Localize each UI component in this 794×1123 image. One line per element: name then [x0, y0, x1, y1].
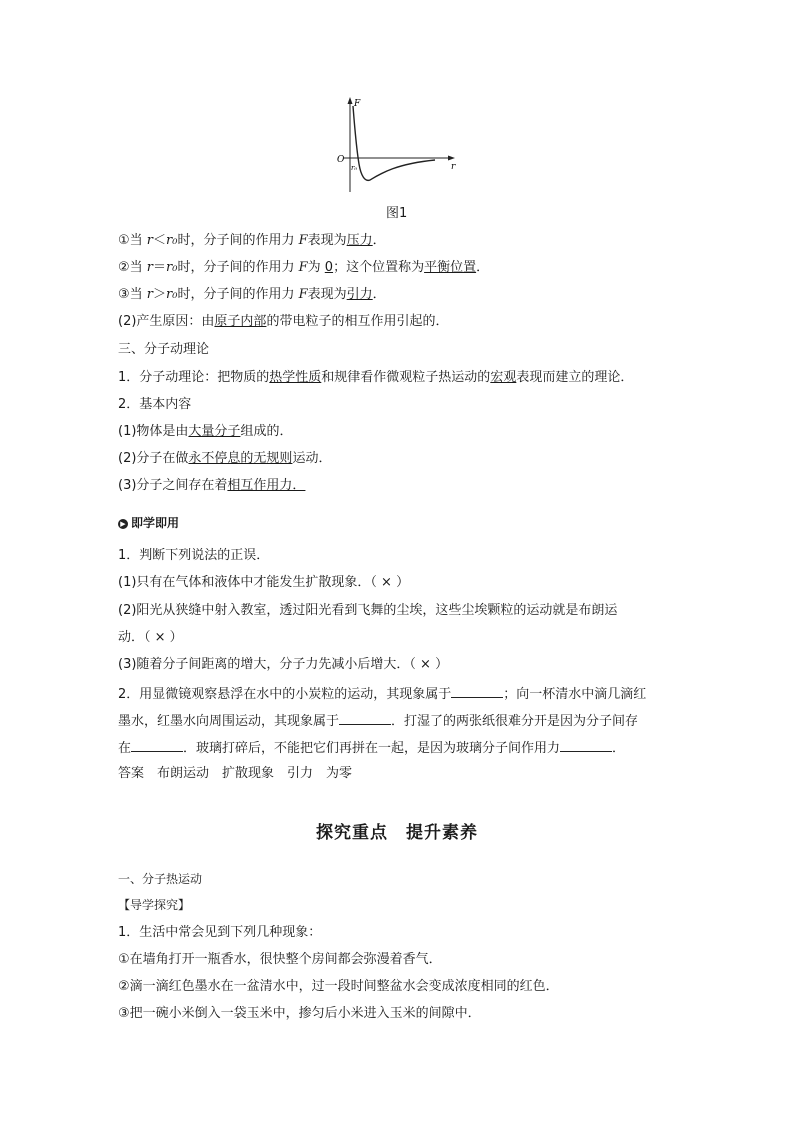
explore-h1: 一、分子热运动 — [118, 872, 203, 886]
fill-blank — [560, 738, 612, 752]
explore-p1: 1．生活中常会见到下列几种现象： — [118, 925, 322, 940]
list-item-4: (2)产生原因：由原子内部的带电粒子的相互作用引起的． — [118, 314, 449, 329]
practice-q2c: 在 ．玻璃打碎后，不能把它们再拼在一起，是因为玻璃分子间作用力 ． — [118, 738, 625, 758]
practice-q1c: (3)随着分子间距离的增大，分子力先减小后增大．（ × ） — [118, 657, 449, 672]
fill-blank — [451, 684, 503, 698]
fill-blank — [339, 711, 391, 725]
practice-q1: 1．判断下列说法的正误． — [118, 548, 270, 563]
practice-heading: ▶ 即学即用 — [118, 514, 179, 532]
practice-q1a: (1)只有在气体和液体中才能发生扩散现象．（ × ） — [118, 575, 410, 590]
axis-label-r: r — [451, 162, 456, 172]
list-item-2: ②当 r＝r₀时，分子间的作用力 F为 0；这个位置称为平衡位置． — [118, 260, 490, 275]
fill-blank — [131, 738, 183, 752]
section3-p5: (3)分子之间存在着相互作用力． — [118, 478, 306, 493]
section-title: 探究重点 提升素养 — [316, 823, 478, 843]
practice-q2a: 2．用显微镜观察悬浮在水中的小炭粒的运动，其现象属于 ；向一杯清水中滴几滴红 — [118, 684, 646, 704]
list-item-1: ①当 r＜r₀时，分子间的作用力 F表现为压力． — [118, 233, 386, 248]
x-axis-arrow — [448, 156, 455, 161]
practice-q2b: 墨水，红墨水向周围运动，其现象属于 ．打湿了的两张纸很难分开是因为分子间存 — [118, 711, 638, 731]
answer-underline: 压力 — [346, 233, 373, 248]
figure-caption: 图1 — [386, 206, 408, 221]
list-item-3: ③当 r＞r₀时，分子间的作用力 F表现为引力． — [118, 287, 386, 302]
explore-p2: ①在墙角打开一瓶香水，很快整个房间都会弥漫着香气． — [118, 952, 442, 967]
force-distance-figure — [330, 92, 465, 202]
section3-p3: (1)物体是由大量分子组成的． — [118, 424, 293, 439]
explore-p4: ③把一碗小米倒入一袋玉米中，掺匀后小米进入玉米的间隙中． — [118, 1006, 481, 1021]
explore-h2: 【导学探究】 — [118, 898, 191, 912]
explore-p3: ②滴一滴红色墨水在一盆清水中，过一段时间整盆水会变成浓度相同的红色． — [118, 979, 559, 994]
section-heading: 三、分子动理论 — [118, 342, 210, 357]
play-bullet-icon: ▶ — [118, 519, 128, 529]
force-curve — [353, 106, 435, 180]
practice-answer: 答案 布朗运动 扩散现象 引力 为零 — [118, 766, 353, 781]
section3-p2: 2．基本内容 — [118, 397, 192, 412]
origin-label: O — [337, 155, 345, 165]
practice-q1b2: 动．（ × ） — [118, 630, 183, 645]
y-axis-arrow — [348, 97, 353, 104]
practice-q1b: (2)阳光从狭缝中射入教室，透过阳光看到飞舞的尘埃，这些尘埃颗粒的运动就是布朗运 — [118, 603, 618, 618]
axis-label-F: F — [354, 99, 361, 109]
r0-label: r₀ — [351, 164, 358, 172]
section3-p4: (2)分子在做永不停息的无规则运动． — [118, 451, 332, 466]
section3-p1: 1．分子动理论：把物质的热学性质和规律看作微观粒子热运动的宏观表现而建立的理论． — [118, 370, 634, 385]
